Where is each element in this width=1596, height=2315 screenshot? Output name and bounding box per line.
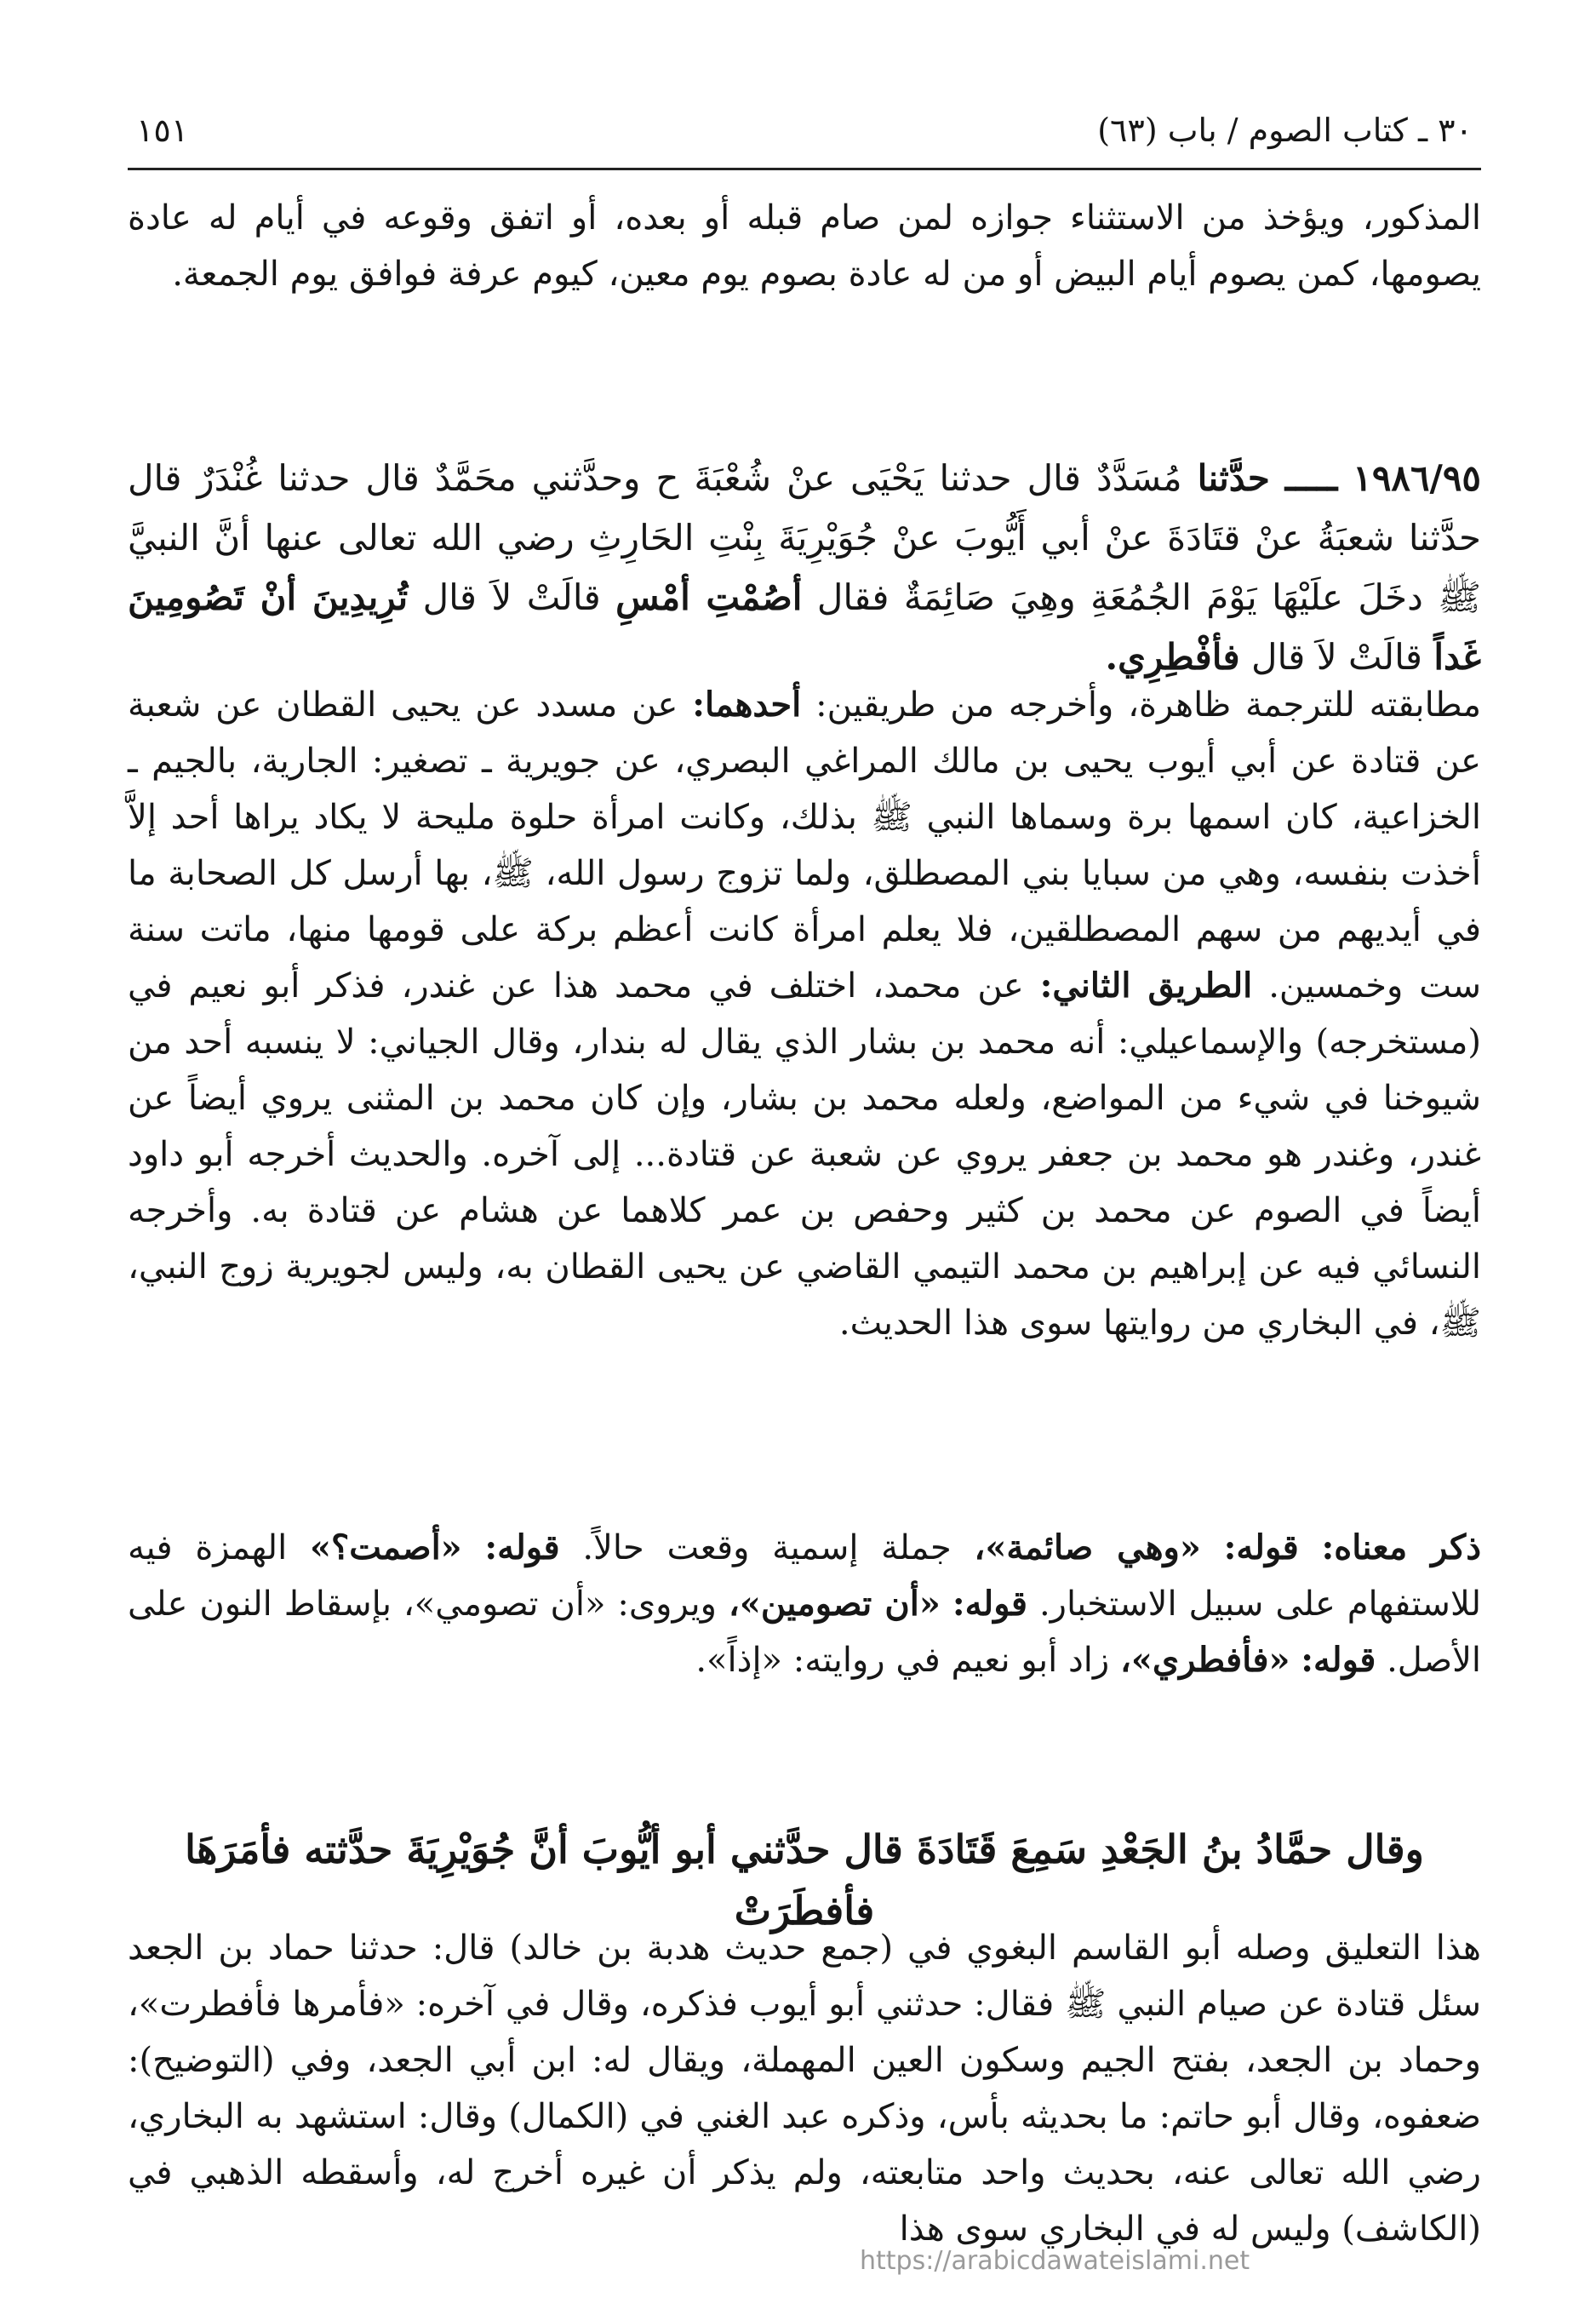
- meaning-text: الهمزة فيه للاستفهام على سبيل الاستخبار.: [128, 1528, 1482, 1624]
- commentary-text: عن محمد، اختلف في محمد هذا عن غندر، فذكر أبو نعيم في (مستخرجه) والإسماعيلي: أنه محمد بن بشار الذي يقال له بندار، وقال الجياني: لا ينسبه أحد من شيوخنا في شيء من المواضع، ولعله محمد بن بشار، وإن كان محمد بن المثنى يروي أيضاً عن غندر، وغندر هو محمد بن جعفر يروي عن شعبة عن قتادة... إلى آخره. والحديث أخرجه أبو داود أيضاً في الصوم عن محمد بن كثير وحفص بن عمر كلاهما عن هشام عن قتادة به. وأخرجه النسائي فيه عن إبراهيم بن محمد التيمي القاضي عن يحيى القطان به، وليس لجويرية زوج النبي، ﷺ، في البخاري من روايتها سوى هذا الحديث.: [128, 966, 1482, 1343]
- hadith-number: ١٩٨٦/٩٥: [1353, 457, 1481, 499]
- qawluhu: قوله:: [1223, 1527, 1299, 1567]
- ta3leeq-heading: وقال حمَّادُ بنُ الجَعْدِ سَمِعَ قَتَادَةَ قال حدَّثني أبو أيُّوبَ أنَّ جُوَيْرِيَةَ حدَّثته فأمَرَهَا فأفطَرَتْ: [185, 1826, 1424, 1934]
- closing-paragraph: هذا التعليق وصله أبو القاسم البغوي في (جمع حديث هدبة بن خالد) قال: حدثنا حماد بن الجعد سئل قتادة عن صيام النبي ﷺ فقال: حدثني أبو أيوب فذكره، وقال في آخره: «فأمرها فأفطرت»، وحماد بن الجعد، بفتح الجيم وسكون العين المهملة، ويقال له: ابن أبي الجعد، وفي (التوضيح): ضعفوه، وقال أبو حاتم: ما بحديثه بأس، وذكره عبد الغني في (الكمال) وقال: استشهد به البخاري، رضي الله تعالى عنه، بحديث واحد متابعته، ولم يذكر أن غيره أخرج له، وأسقطه الذهبي في (الكاشف) وليس له في البخاري سوى هذا: [128, 1928, 1481, 2249]
- second-route-label: الطريق الثاني:: [1039, 966, 1253, 1006]
- hadith-question-1: أصُمْتِ أمْسِ: [615, 576, 803, 618]
- hadith-text: قالَتْ لاَ قال: [422, 576, 601, 618]
- page-header: [128, 89, 1481, 163]
- header-rule: [128, 168, 1481, 170]
- hadith-keyword: حدَّثنا: [1197, 457, 1270, 499]
- running-title: ٣٠ ـ كتاب الصوم / باب (٦٣): [1097, 112, 1473, 149]
- meaning-paragraph: [128, 1520, 1481, 1688]
- quoted-phrase: «وهي صائمة»،: [974, 1527, 1201, 1567]
- hadith-block: [128, 449, 1481, 687]
- hadith-command: فأفْطِرِي.: [1105, 636, 1240, 678]
- commentary-paragraph: [128, 677, 1481, 1351]
- page-number: ١٥١: [136, 112, 189, 149]
- quoted-phrase: «أصمت؟»: [309, 1527, 462, 1567]
- hadith-dash: ـــــ: [1284, 457, 1338, 499]
- site-watermark: https://arabicdawateislami.net: [860, 2246, 1250, 2276]
- qawluhu: قوله:: [484, 1527, 560, 1567]
- book-page: [128, 89, 1481, 2286]
- commentary-text: مطابقته للترجمة ظاهرة، وأخرجه من طريقين:: [815, 685, 1481, 725]
- commentary-text: عن مسدد عن يحيى القطان عن شعبة عن قتادة عن أبي أيوب يحيى بن مالك المراغي البصري، عن جويرية ـ تصغير: الجارية، بالجيم ـ الخزاعية، كان اسمها برة وسماها النبي ﷺ بذلك، وكانت امرأة حلوة مليحة لا يكاد يراها أحد إلاَّ أخذت بنفسه، وهي من سبايا بني المصطلق، ولما تزوج رسول الله، ﷺ، بها أرسل كل الصحابة ما في أيديهم من سهم المصطلقين، فلا يعلم امرأة كانت أعظم بركة على قومها منها، ماتت سنة ست وخمسين.: [128, 685, 1482, 1006]
- meaning-text: زاد أبو نعيم في روايته: «إذاً».: [695, 1641, 1110, 1680]
- quoted-phrase: «أن تصومين»،: [728, 1584, 941, 1624]
- qawluhu: قوله:: [952, 1584, 1027, 1624]
- hadith-text: قالَتْ لاَ قال: [1250, 636, 1422, 678]
- intro-paragraph: المذكور، ويؤخذ من الاستثناء جوازه لمن صام قبله أو بعده، أو اتفق وقوعه في أيام له عادة يصومها، كمن يصوم أيام البيض أو من له عادة بصوم يوم معين، كيوم عرفة فوافق يوم الجمعة.: [128, 198, 1481, 294]
- quoted-phrase: «فأفطري»،: [1119, 1640, 1290, 1680]
- hadith-text: مُسَدَّدٌ قال حدثنا يَحْيَى عنْ شُعْبَةَ ح وحدَّثني محَمَّدٌ قال حدثنا غُنْدَرٌ قال حدَّثنا شعبَةُ عنْ قتَادَةَ عنْ أبي أَيُّوبَ عنْ جُوَيْرِيَةَ بِنْتِ الحَارِثِ رضي الله تعالى عنها أنَّ النبيَّ ﷺ دخَلَ علَيْهَا يَوْمَ الجُمُعَةِ وهِيَ صَائِمَةٌ فقال: [128, 457, 1481, 618]
- meaning-text: ويروى: «أن تصومي»، بإسقاط النون على الأصل.: [128, 1584, 1481, 1680]
- meaning-label: ذكر معناه:: [1321, 1527, 1482, 1567]
- qawluhu: قوله:: [1301, 1640, 1376, 1680]
- first-route-label: أحدهما:: [692, 685, 802, 725]
- hadith-question-2: تُرِيدِينَ أنْ تَصُومِينَ غَداً: [128, 576, 1481, 678]
- meaning-text: جملة إسمية وقعت حالاً.: [582, 1528, 952, 1567]
